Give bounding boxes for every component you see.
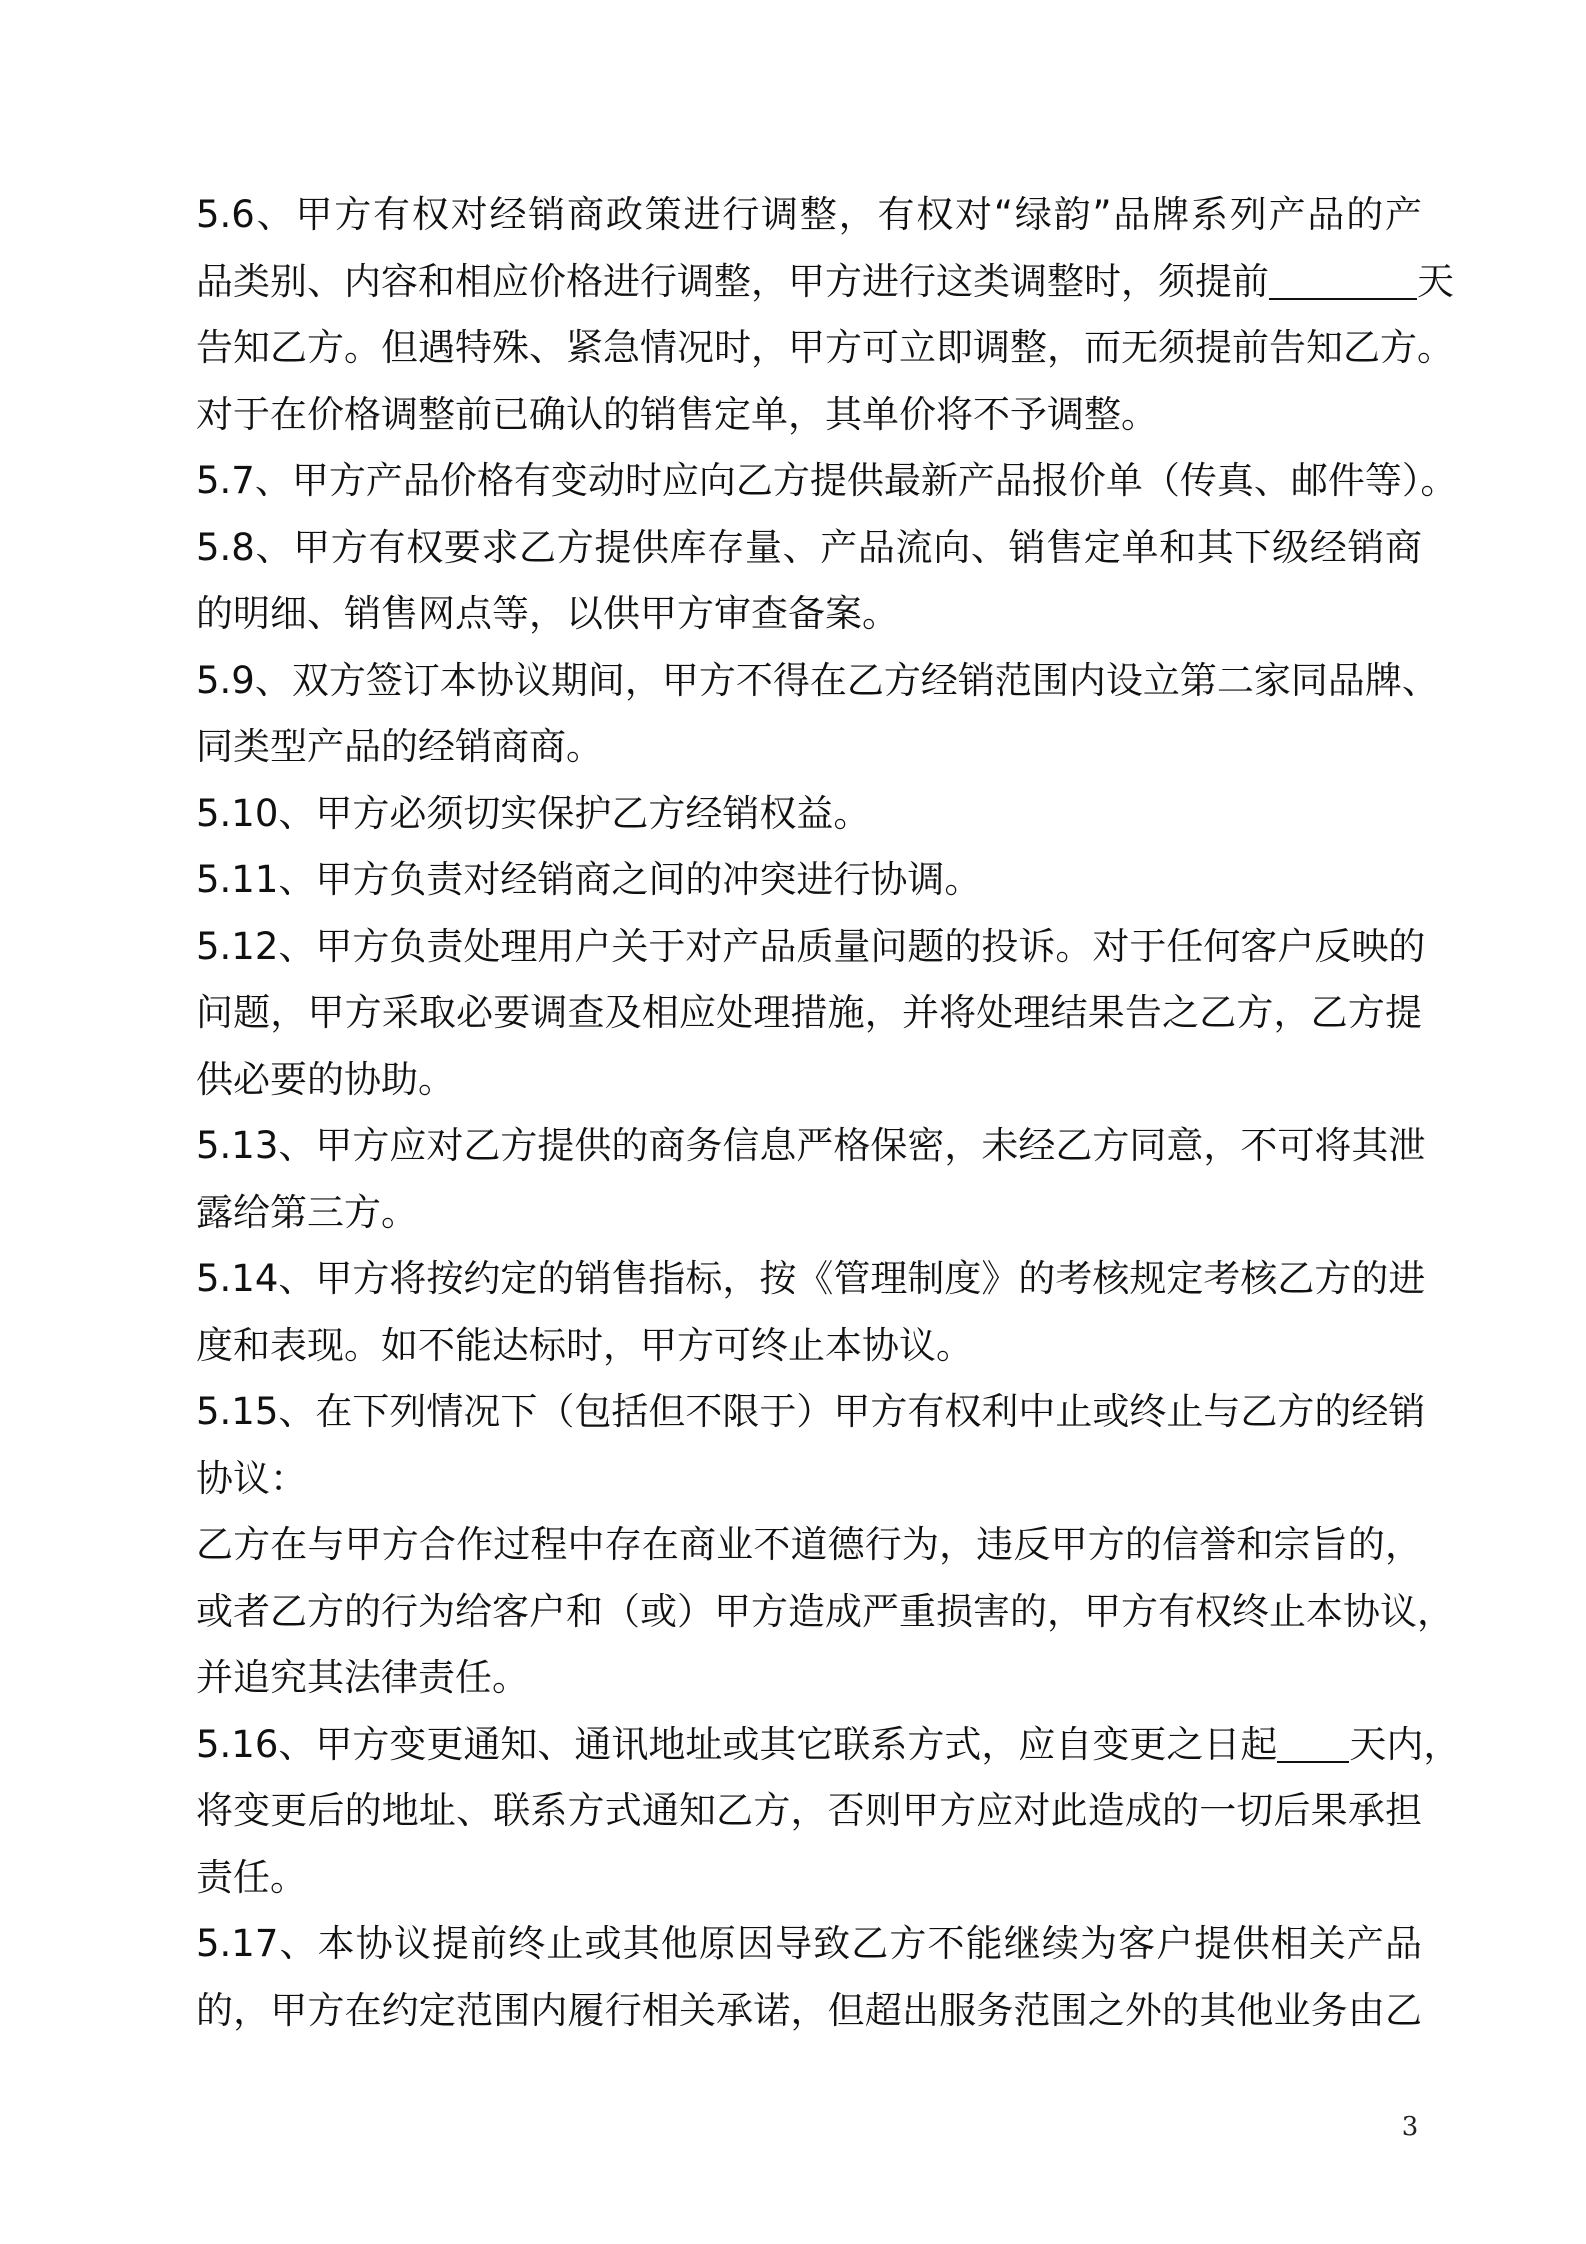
clause-5-7-line-1: 5.7、甲方产品价格有变动时应向乙方提供最新产品报价单（传真、邮件等）。 — [196, 459, 1458, 502]
clause-5-15-item-line-2: 或者乙方的行为给客户和（或）甲方造成严重损害的，甲方有权终止本协议， — [196, 1589, 1454, 1633]
clause-5-9-line-1: 5.9、双方签订本协议期间，甲方不得在乙方经销范围内设立第二家同品牌、 — [196, 658, 1439, 702]
clause-5-10-line-1: 5.10、甲方必须切实保护乙方经销权益。 — [196, 791, 871, 835]
clause-5-17-line-2: 的，甲方在约定范围内履行相关承诺，但超出服务范围之外的其他业务由乙 — [196, 1988, 1422, 2032]
clause-5-6-line-1: 5.6、甲方有权对经销商政策进行调整，有权对“绿韵”品牌系列产品的产 — [196, 193, 1422, 236]
clause-5-14-line-1: 5.14、甲方将按约定的销售指标，按《管理制度》的考核规定考核乙方的进 — [196, 1257, 1426, 1300]
fill-in-blank-days-change — [1277, 1721, 1349, 1763]
page-number: 3 — [1401, 2112, 1419, 2142]
clause-5-6-line-2 — [196, 249, 1454, 316]
clause-5-6-line-3: 告知乙方。但遇特殊、紧急情况时，甲方可立即调整，而无须提前告知乙方。 — [196, 326, 1454, 369]
clause-5-16-line-2: 将变更后的地址、联系方式通知乙方，否则甲方应对此造成的一切后果承担 — [196, 1789, 1422, 1832]
clause-5-14-line-2: 度和表现。如不能达标时，甲方可终止本协议。 — [196, 1323, 973, 1367]
clause-5-15-line-2: 协议： — [196, 1456, 307, 1500]
fill-in-blank-days-notice — [1269, 258, 1417, 300]
clause-5-8-line-2: 的明细、销售网点等，以供甲方审查备案。 — [196, 592, 899, 635]
clause-5-15-line-1: 5.15、在下列情况下（包括但不限于）甲方有权利中止或终止与乙方的经销 — [196, 1390, 1426, 1433]
clause-5-6-line-4: 对于在价格调整前已确认的销售定单，其单价将不予调整。 — [196, 392, 1158, 436]
clause-5-12-line-1: 5.12、甲方负责处理用户关于对产品质量问题的投诉。对于任何客户反映的 — [196, 924, 1426, 968]
clause-5-12-line-2: 问题，甲方采取必要调查及相应处理措施，并将处理结果告之乙方，乙方提 — [196, 991, 1422, 1034]
document-body — [196, 182, 1461, 2044]
clause-5-9-line-2: 同类型产品的经销商商。 — [196, 725, 603, 768]
clause-5-13-line-1: 5.13、甲方应对乙方提供的商务信息严格保密，未经乙方同意，不可将其泄 — [196, 1124, 1426, 1167]
clause-5-16-line-3: 责任。 — [196, 1855, 307, 1899]
clause-5-13-line-2: 露给第三方。 — [196, 1190, 418, 1234]
clause-5-11-line-1: 5.11、甲方负责对经销商之间的冲突进行协调。 — [196, 858, 982, 901]
clause-5-17-line-1: 5.17、本协议提前终止或其他原因导致乙方不能继续为客户提供相关产品 — [196, 1922, 1422, 1965]
clause-5-8-line-1: 5.8、甲方有权要求乙方提供库存量、产品流向、销售定单和其下级经销商 — [196, 525, 1422, 569]
clause-5-16-line-1-suffix: 天内， — [1349, 1722, 1461, 1766]
clause-5-15-item-line-3: 并追究其法律责任。 — [196, 1656, 529, 1699]
clause-5-15-item-line-1: 乙方在与甲方合作过程中存在商业不道德行为，违反甲方的信誉和宗旨的， — [196, 1523, 1422, 1566]
clause-5-16-line-1-text: 5.16、甲方变更通知、通讯地址或其它联系方式，应自变更之日起 — [196, 1722, 1278, 1766]
clause-5-6-line-2-suffix: 天 — [1417, 259, 1454, 303]
clause-5-12-line-3: 供必要的协助。 — [196, 1057, 455, 1101]
clause-5-16-line-1 — [196, 1712, 1461, 1779]
clause-5-6-line-2-text: 品类别、内容和相应价格进行调整，甲方进行这类调整时，须提前 — [196, 259, 1269, 303]
